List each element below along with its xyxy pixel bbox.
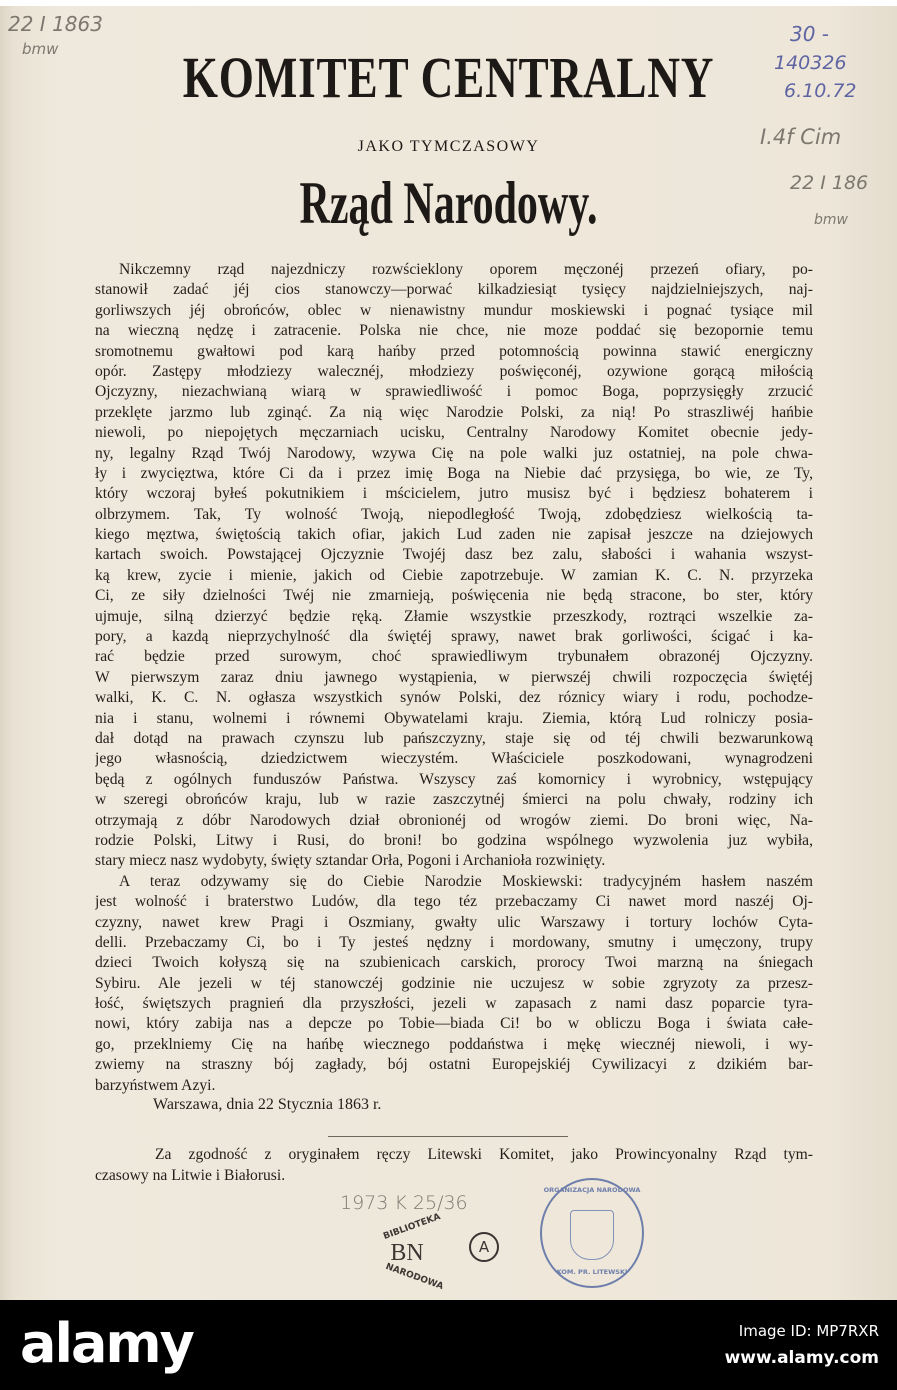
handwritten-initials: bmw bbox=[22, 40, 59, 58]
place-date: Warszawa, dnia 22 Stycznia 1863 r. bbox=[153, 1096, 382, 1113]
text-line: ny, legalny Rząd Twój Narodowy, wzywa Cię na pole walki juz ostatniej, na pole chwa- bbox=[95, 444, 813, 462]
text-line: niewoli, po niepojętych męczarniach ucisku, Centralny Narodowy Komitet obecnie jedy- bbox=[95, 424, 813, 442]
text-line: olbrzymem. Tak, Ty wolność Twoją, niepodległość Twoją, zdobędziesz wielkością ta- bbox=[95, 505, 813, 523]
divider bbox=[328, 1136, 568, 1137]
text-line: przeklęte jarzmo lub zginąć. Za nią więc Narodzie Polski, za nią! Po straszliwéj hańbie bbox=[95, 403, 813, 421]
image-id: Image ID: MP7RXR bbox=[738, 1322, 879, 1340]
text-line: kiego męztwa, świętością takich ofiar, jakich Lud zaden nie zapisał jeszcze na dziejowych bbox=[95, 526, 813, 544]
text-line: otrzymają z dóbr Narodowych dział obronionéj od wrogów ziemi. Do broni więc, Na- bbox=[95, 811, 813, 829]
text-line: czyzny, nawet krew Pragi i Oszmiany, gwałty ulic Warszawy i tortury lochów Cyta- bbox=[95, 913, 813, 931]
text-line: dzieci Twoich kołyszą się na szubienicach carskich, prorocy Twoi marzną na śniegach bbox=[95, 954, 813, 972]
seal-text: ORGANIZACJA NARODOWA bbox=[543, 1186, 641, 1194]
text-line: ły i zwycięztwa, które Ci da i przez imię Boga na Niebie dać przysięga, bo wie, ze Ty, bbox=[95, 464, 813, 482]
text-line: Ci, ze siły dzielności Twéj nie zmarnieją, poświęcenia nie będą stracone, bo ster, który bbox=[95, 587, 813, 605]
text-line: nia i stanu, wolnemi i równemi Obywatelami kraju. Ziemia, którą Lud rolniczy posia- bbox=[95, 709, 813, 727]
text-line: Sybiru. Ale jezeli w téj stanowczéj godzinie nie uczujesz w sobie zgryzoty za przesz- bbox=[95, 974, 813, 992]
handwritten-date-2: 6.10.72 bbox=[784, 80, 857, 102]
text-line: walki, K. C. N. ogłasza wszystkich synów Polski, dez róznicy wiary i rodu, pochodze- bbox=[95, 689, 813, 707]
seal-text: KOM. PR. LITEWSKI bbox=[556, 1268, 628, 1276]
handwritten-initials-2: bmw bbox=[814, 212, 848, 228]
stamp-a: A bbox=[469, 1232, 499, 1262]
text-line: ką krew, zycie i mienie, jakich od Ciebie zapotrzebuje. W zamian K. C. N. przyrzeka bbox=[95, 566, 813, 584]
text-line: stary miecz nasz wydobyty, święty sztandar Orła, Pogoni i Archanioła rozwinięty. bbox=[95, 852, 606, 870]
text-line: który wczoraj byłeś pokutnikiem i mścicielem, jutro musisz być i będziesz bohaterem i bbox=[95, 485, 813, 503]
text-line: W pierwszym zaraz dniu jawnego wystąpienia, w pierwszéj chwili rozpoczęcia świętéj bbox=[95, 668, 813, 686]
text-line: pory, a kazdą nieprzychylność dla świętéj sprawy, nawet brak gorliwości, ścigać i ka- bbox=[95, 628, 813, 646]
text-line: nowi, który zabija nas a depcze po Tobie—biada Ci! bo w obliczu Boga i świata całe- bbox=[95, 1015, 813, 1033]
coat-of-arms-icon bbox=[570, 1210, 614, 1260]
alamy-logo: alamy bbox=[20, 1312, 193, 1375]
text-line: stanowił zadać jéj cios stanowczy—porwać kilkadziesiąt tysięcy najdzielniejszych, naj- bbox=[95, 281, 813, 299]
text-line: gorliwszych jéj obrońców, oblec w nienawistny mundur moskiewski i pognać tysiące mil bbox=[95, 301, 813, 319]
text-line: Ojczyzny, niezachwianą wiarą w sprawiedliwość i pomoc Boga, poprzysięgły zrzucić bbox=[95, 383, 813, 401]
shelfmark: 1973 K 25/36 bbox=[340, 1192, 468, 1214]
stamp-text: BN bbox=[390, 1240, 424, 1266]
text-line: dał dotąd na prawach czynszu lub pańszczyzny, staje się od téj chwili bezwarunkową bbox=[95, 729, 813, 747]
text-line: sromotnemu gwałtowi pod karą hańby przed potomnością powinna stawić energiczny bbox=[95, 342, 813, 360]
document-title: Rząd Narodowy. bbox=[299, 170, 598, 236]
handwritten-inventory: 140326 bbox=[774, 52, 847, 74]
proclamation-text bbox=[95, 260, 813, 1096]
text-line: opór. Zastępy młodziezy walecznéj, młodziezy poświęconéj, ozywione gorącą miłością bbox=[95, 362, 813, 380]
text-line: na wieczną nędzę i zatracenie. Polska nie chce, nie moze poddać się bezopornie temu bbox=[95, 322, 813, 340]
subheading: JAKO TYMCZASOWY bbox=[357, 138, 540, 155]
page-top-edge bbox=[0, 0, 897, 6]
handwritten-date-3: 22 I 186 bbox=[790, 172, 869, 194]
text-line: rodzie Polski, Litwy i Rusi, do broni! bo godzina wspólnego wyzwolenia juz wybiła, bbox=[95, 831, 813, 849]
library-stamp bbox=[372, 1212, 445, 1293]
handwritten-signature-code: I.4f Cim bbox=[760, 125, 842, 149]
certification-line: Za zgodność z oryginałem ręczy Litewski Komitet, jako Prowincyonalny Rząd tym- bbox=[155, 1146, 813, 1163]
site-url: www.alamy.com bbox=[724, 1348, 879, 1368]
text-line: Nikczemny rząd najezdniczy rozwścieklony oporem męczonéj przezeń ofiary, po- bbox=[119, 261, 813, 278]
stamp-text: NARODOWA bbox=[384, 1261, 445, 1293]
text-line: rać będzie przed surowym, choć sprawiedliwym trybunałem obrazonéj Ojczyzny. bbox=[95, 648, 813, 666]
text-line: delli. Przebaczamy Ci, bo i Ty jesteś nędzny i mordowany, smutny i umęczony, trupy bbox=[95, 933, 813, 951]
certification bbox=[95, 1144, 813, 1186]
stamp-text: BIBLIOTEKA bbox=[382, 1212, 442, 1242]
text-line: A teraz odzywamy się do Ciebie Narodzie Moskiewski: tradycyjném hasłem naszém bbox=[119, 872, 813, 890]
committee-seal bbox=[540, 1178, 644, 1288]
watermark-bar bbox=[0, 1300, 897, 1390]
text-line: łość, świętszych pragnień dla przyszłości, jezeli w zapasach z nami dasz poparcie tyra- bbox=[95, 995, 813, 1013]
text-line: barzyństwem Azyi. bbox=[95, 1076, 216, 1094]
text-line: kartach swoich. Powstającej Ojczyznie Twojéj dasz bez zalu, słabości i wahania wszyst- bbox=[95, 546, 813, 564]
text-line: będą z ogólnych funduszów Państwa. Wszyscy zaś komornicy i wyrobnicy, wstępujący bbox=[95, 770, 813, 788]
text-line: zwiemy na straszny bój zagłady, bój ostatni Europejskiéj Cywilizacyi z dzikiém bar- bbox=[95, 1056, 813, 1074]
heading: KOMITET CENTRALNY bbox=[182, 45, 715, 110]
handwritten-number: 30 - bbox=[790, 22, 830, 46]
text-line: jego własnością, dziedzictwem wieczystém. Właściciele poszkodowani, wynagrodzeni bbox=[95, 750, 813, 768]
certification-line: czasowy na Litwie i Białorusi. bbox=[95, 1167, 286, 1184]
text-line: go, przeklniemy Cię na hańbę wiecznego poddaństwa i mękę wiecznéj niewoli, i wy- bbox=[95, 1035, 813, 1053]
handwritten-date: 22 I 1863 bbox=[8, 12, 103, 36]
text-line: w szeregi obrońców kraju, lub w razie zaszczytnéj śmierci na polu chwały, rodziny ich bbox=[95, 791, 813, 809]
text-line: ujmuje, silną dzierzyć będzie ręką. Złamie wszystkie przeszkody, roztrąci wszelkie za- bbox=[95, 607, 813, 625]
text-line: jest wolność i braterstwo Ludów, dla tego téz przebaczamy Ci nawet mord naszéj Oj- bbox=[95, 893, 813, 911]
